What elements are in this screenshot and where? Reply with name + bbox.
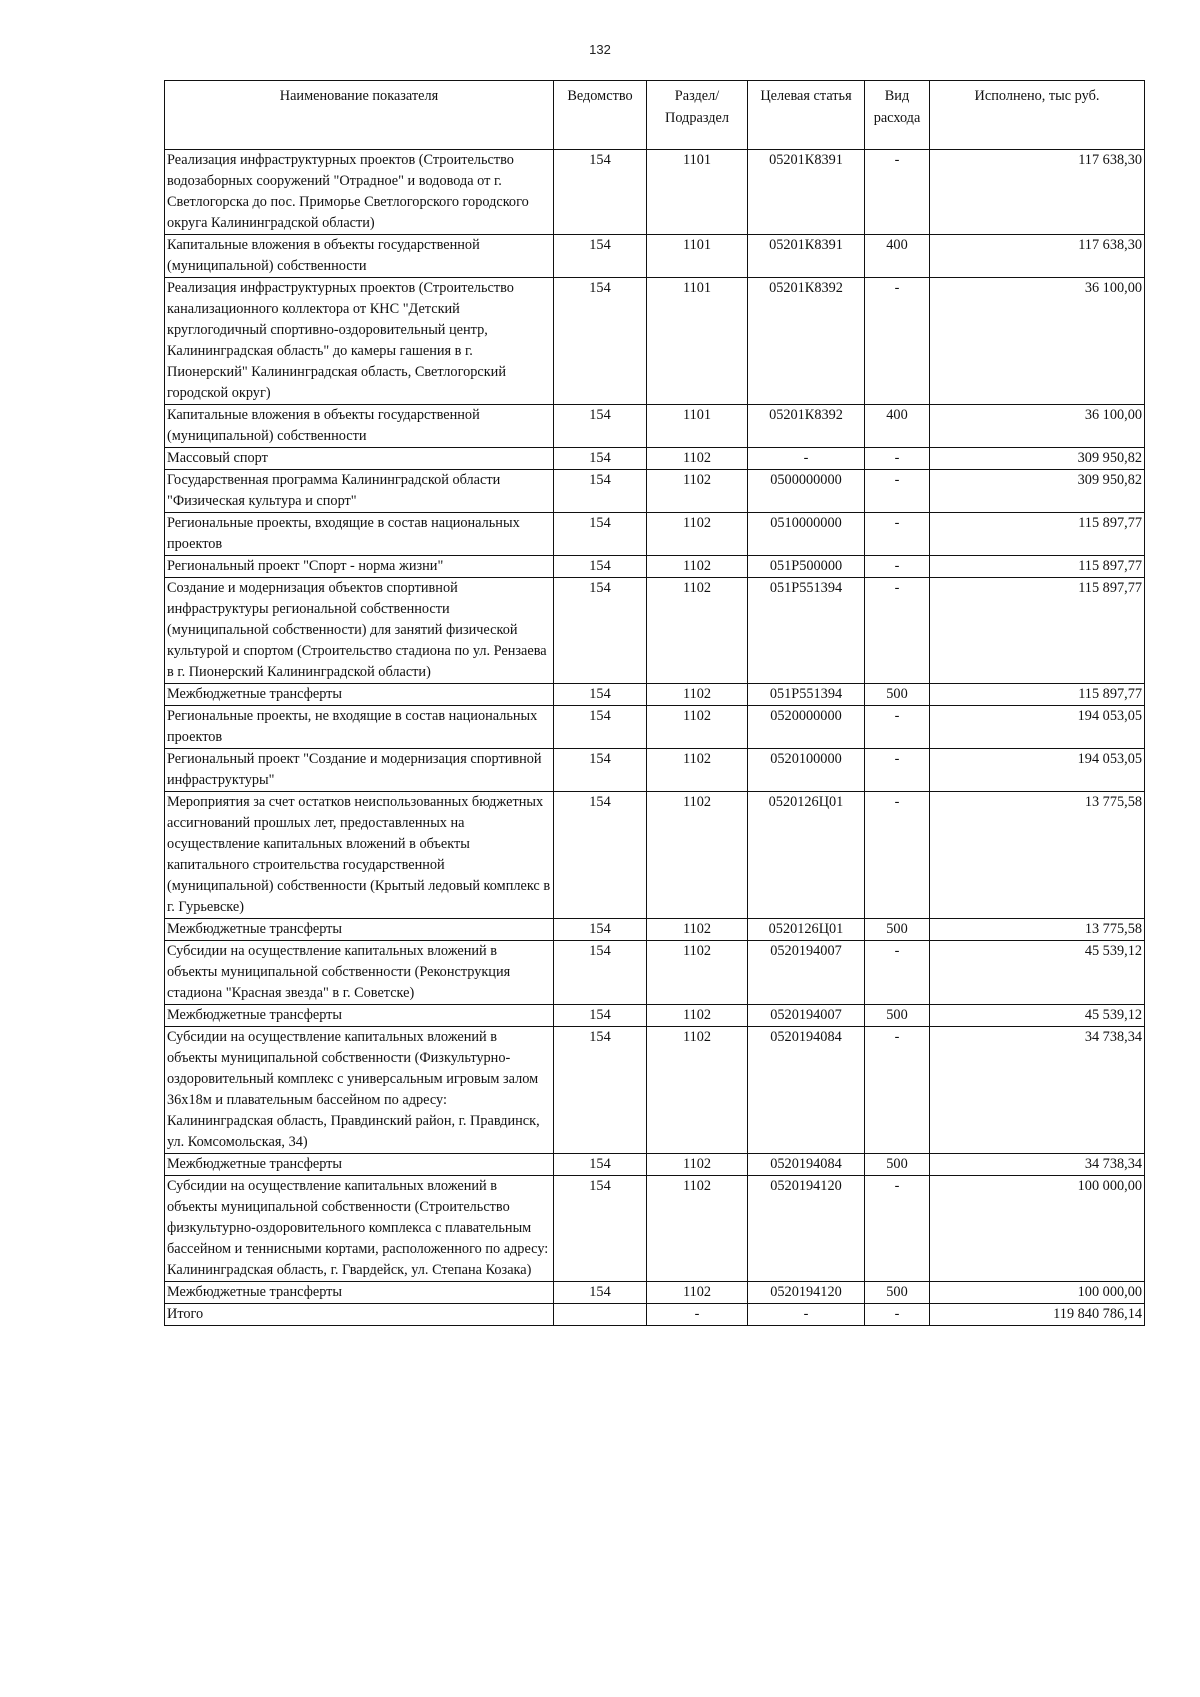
budget-table bbox=[164, 80, 1145, 1326]
cell-dept: 154 bbox=[554, 1027, 647, 1154]
cell-dept: 154 bbox=[554, 278, 647, 405]
cell-section: 1102 bbox=[647, 1027, 748, 1154]
cell-kind: 500 bbox=[865, 1005, 930, 1027]
cell-name: Межбюджетные трансферты bbox=[165, 684, 554, 706]
cell-amount: 117 638,30 bbox=[930, 235, 1145, 278]
cell-name: Субсидии на осуществление капитальных вложений в объекты муниципальной собственности (Реконструкция стадиона "Красная звезда" в г. Советске) bbox=[165, 941, 554, 1005]
cell-section: - bbox=[647, 1304, 748, 1326]
cell-dept: 154 bbox=[554, 1176, 647, 1282]
cell-name: Реализация инфраструктурных проектов (Строительство водозаборных сооружений "Отрадное" и водовода от г. Светлогорска до пос. Приморье Светлогорского городского округа Калининградской области) bbox=[165, 150, 554, 235]
cell-amount: 45 539,12 bbox=[930, 941, 1145, 1005]
cell-dept: 154 bbox=[554, 1005, 647, 1027]
cell-kind: - bbox=[865, 749, 930, 792]
cell-name: Межбюджетные трансферты bbox=[165, 919, 554, 941]
cell-dept: 154 bbox=[554, 513, 647, 556]
cell-amount: 309 950,82 bbox=[930, 448, 1145, 470]
cell-target: 0520194007 bbox=[748, 1005, 865, 1027]
cell-name: Межбюджетные трансферты bbox=[165, 1154, 554, 1176]
table-row bbox=[165, 684, 1145, 706]
cell-name: Массовый спорт bbox=[165, 448, 554, 470]
table-header-row bbox=[165, 81, 1145, 150]
cell-amount: 45 539,12 bbox=[930, 1005, 1145, 1027]
cell-dept: 154 bbox=[554, 1154, 647, 1176]
cell-target: 051P500000 bbox=[748, 556, 865, 578]
cell-name: Государственная программа Калининградской области "Физическая культура и спорт" bbox=[165, 470, 554, 513]
cell-dept: 154 bbox=[554, 405, 647, 448]
cell-name: Капитальные вложения в объекты государственной (муниципальной) собственности bbox=[165, 405, 554, 448]
cell-section: 1101 bbox=[647, 405, 748, 448]
cell-kind: - bbox=[865, 1304, 930, 1326]
cell-amount: 309 950,82 bbox=[930, 470, 1145, 513]
cell-section: 1102 bbox=[647, 513, 748, 556]
table-row bbox=[165, 792, 1145, 919]
table-row bbox=[165, 1176, 1145, 1282]
table-row bbox=[165, 235, 1145, 278]
cell-target: 0520100000 bbox=[748, 749, 865, 792]
cell-amount: 100 000,00 bbox=[930, 1176, 1145, 1282]
cell-name: Капитальные вложения в объекты государственной (муниципальной) собственности bbox=[165, 235, 554, 278]
cell-section: 1101 bbox=[647, 235, 748, 278]
cell-amount: 117 638,30 bbox=[930, 150, 1145, 235]
cell-kind: - bbox=[865, 792, 930, 919]
header-section: Раздел/ Подраздел bbox=[647, 81, 748, 150]
cell-section: 1102 bbox=[647, 792, 748, 919]
cell-target: 0520000000 bbox=[748, 706, 865, 749]
table-row bbox=[165, 578, 1145, 684]
page-number: 132 bbox=[589, 42, 611, 57]
cell-amount: 115 897,77 bbox=[930, 684, 1145, 706]
cell-section: 1102 bbox=[647, 1005, 748, 1027]
cell-kind: - bbox=[865, 1027, 930, 1154]
cell-amount: 194 053,05 bbox=[930, 706, 1145, 749]
cell-dept: 154 bbox=[554, 1282, 647, 1304]
cell-target: 05201К8391 bbox=[748, 235, 865, 278]
table-row bbox=[165, 1304, 1145, 1326]
cell-section: 1102 bbox=[647, 1154, 748, 1176]
cell-section: 1101 bbox=[647, 150, 748, 235]
cell-target: 051P551394 bbox=[748, 684, 865, 706]
cell-dept: 154 bbox=[554, 749, 647, 792]
cell-dept bbox=[554, 1304, 647, 1326]
cell-section: 1102 bbox=[647, 941, 748, 1005]
cell-kind: - bbox=[865, 941, 930, 1005]
cell-amount: 36 100,00 bbox=[930, 405, 1145, 448]
cell-kind: 400 bbox=[865, 235, 930, 278]
table-row bbox=[165, 150, 1145, 235]
cell-amount: 34 738,34 bbox=[930, 1154, 1145, 1176]
cell-kind: - bbox=[865, 1176, 930, 1282]
table-row bbox=[165, 1154, 1145, 1176]
cell-dept: 154 bbox=[554, 470, 647, 513]
cell-section: 1102 bbox=[647, 448, 748, 470]
cell-kind: - bbox=[865, 278, 930, 405]
cell-target: 0510000000 bbox=[748, 513, 865, 556]
cell-target: 0520194120 bbox=[748, 1282, 865, 1304]
cell-kind: 400 bbox=[865, 405, 930, 448]
cell-dept: 154 bbox=[554, 919, 647, 941]
cell-section: 1102 bbox=[647, 919, 748, 941]
cell-target: 0520194007 bbox=[748, 941, 865, 1005]
cell-target: 0520194084 bbox=[748, 1027, 865, 1154]
header-dept: Ведомство bbox=[554, 81, 647, 150]
cell-dept: 154 bbox=[554, 684, 647, 706]
cell-section: 1102 bbox=[647, 749, 748, 792]
cell-dept: 154 bbox=[554, 150, 647, 235]
cell-kind: 500 bbox=[865, 1154, 930, 1176]
cell-section: 1102 bbox=[647, 556, 748, 578]
cell-kind: - bbox=[865, 706, 930, 749]
header-kind: Вид расхода bbox=[865, 81, 930, 150]
cell-section: 1102 bbox=[647, 1176, 748, 1282]
cell-section: 1101 bbox=[647, 278, 748, 405]
cell-section: 1102 bbox=[647, 1282, 748, 1304]
cell-name: Региональный проект "Спорт - норма жизни" bbox=[165, 556, 554, 578]
table-row bbox=[165, 941, 1145, 1005]
table-row bbox=[165, 1282, 1145, 1304]
cell-amount: 119 840 786,14 bbox=[930, 1304, 1145, 1326]
cell-amount: 13 775,58 bbox=[930, 919, 1145, 941]
cell-dept: 154 bbox=[554, 578, 647, 684]
table-row bbox=[165, 556, 1145, 578]
cell-amount: 36 100,00 bbox=[930, 278, 1145, 405]
cell-target: 0520194084 bbox=[748, 1154, 865, 1176]
cell-kind: 500 bbox=[865, 919, 930, 941]
cell-target: 0520126Ц01 bbox=[748, 919, 865, 941]
cell-name: Региональный проект "Создание и модернизация спортивной инфраструктуры" bbox=[165, 749, 554, 792]
cell-kind: - bbox=[865, 470, 930, 513]
cell-amount: 115 897,77 bbox=[930, 513, 1145, 556]
header-amount: Исполнено, тыс руб. bbox=[930, 81, 1145, 150]
table-row bbox=[165, 513, 1145, 556]
cell-kind: - bbox=[865, 513, 930, 556]
cell-amount: 194 053,05 bbox=[930, 749, 1145, 792]
cell-dept: 154 bbox=[554, 235, 647, 278]
cell-dept: 154 bbox=[554, 792, 647, 919]
header-name: Наименование показателя bbox=[165, 81, 554, 150]
cell-name: Региональные проекты, входящие в состав национальных проектов bbox=[165, 513, 554, 556]
cell-dept: 154 bbox=[554, 448, 647, 470]
cell-amount: 100 000,00 bbox=[930, 1282, 1145, 1304]
cell-dept: 154 bbox=[554, 556, 647, 578]
cell-kind: - bbox=[865, 556, 930, 578]
table-row bbox=[165, 1027, 1145, 1154]
cell-amount: 115 897,77 bbox=[930, 578, 1145, 684]
cell-target: 05201К8392 bbox=[748, 278, 865, 405]
cell-dept: 154 bbox=[554, 706, 647, 749]
cell-name: Региональные проекты, не входящие в состав национальных проектов bbox=[165, 706, 554, 749]
table-row bbox=[165, 1005, 1145, 1027]
cell-section: 1102 bbox=[647, 470, 748, 513]
cell-kind: - bbox=[865, 448, 930, 470]
cell-kind: - bbox=[865, 578, 930, 684]
cell-name: Мероприятия за счет остатков неиспользованных бюджетных ассигнований прошлых лет, предоставленных на осуществление капитальных вложений в объекты капитального строительства государственной (муниципальной) собственности (Крытый ледовый комплекс в г. Гурьевске) bbox=[165, 792, 554, 919]
cell-name: Субсидии на осуществление капитальных вложений в объекты муниципальной собственности (Строительство физкультурно-оздоровительного комплекса с плавательным бассейном и теннисными кортами, расположенного по адресу: Калининградская область, г. Гвардейск, ул. Степана Козака) bbox=[165, 1176, 554, 1282]
cell-name: Межбюджетные трансферты bbox=[165, 1005, 554, 1027]
cell-target: - bbox=[748, 1304, 865, 1326]
cell-amount: 115 897,77 bbox=[930, 556, 1145, 578]
cell-kind: - bbox=[865, 150, 930, 235]
header-target: Целевая статья bbox=[748, 81, 865, 150]
cell-dept: 154 bbox=[554, 941, 647, 1005]
cell-amount: 13 775,58 bbox=[930, 792, 1145, 919]
cell-name: Итого bbox=[165, 1304, 554, 1326]
table-row bbox=[165, 470, 1145, 513]
table-row bbox=[165, 749, 1145, 792]
cell-target: 0520194120 bbox=[748, 1176, 865, 1282]
table-row bbox=[165, 706, 1145, 749]
cell-amount: 34 738,34 bbox=[930, 1027, 1145, 1154]
cell-section: 1102 bbox=[647, 578, 748, 684]
cell-section: 1102 bbox=[647, 706, 748, 749]
table-row bbox=[165, 405, 1145, 448]
cell-section: 1102 bbox=[647, 684, 748, 706]
cell-name: Субсидии на осуществление капитальных вложений в объекты муниципальной собственности (Физкультурно-оздоровительный комплекс с универсальным игровым залом 36х18м и плавательным бассейном по адресу: Калининградская область, Правдинский район, г. Правдинск, ул. Комсомольская, 34) bbox=[165, 1027, 554, 1154]
table-row bbox=[165, 448, 1145, 470]
cell-name: Реализация инфраструктурных проектов (Строительство канализационного коллектора от КНС "Детский круглогодичный спортивно-оздоровительный центр, Калининградская область" до камеры гашения в г. Пионерский" Калининградская область, Светлогорский городской округ) bbox=[165, 278, 554, 405]
cell-target: 05201К8391 bbox=[748, 150, 865, 235]
cell-target: 051P551394 bbox=[748, 578, 865, 684]
cell-name: Межбюджетные трансферты bbox=[165, 1282, 554, 1304]
cell-target: 0520126Ц01 bbox=[748, 792, 865, 919]
cell-target: - bbox=[748, 448, 865, 470]
table-row bbox=[165, 278, 1145, 405]
table-row bbox=[165, 919, 1145, 941]
cell-target: 05201К8392 bbox=[748, 405, 865, 448]
cell-kind: 500 bbox=[865, 684, 930, 706]
cell-kind: 500 bbox=[865, 1282, 930, 1304]
cell-name: Создание и модернизация объектов спортивной инфраструктуры региональной собственности (муниципальной собственности) для занятий физической культурой и спортом (Строительство стадиона по ул. Рензаева в г. Пионерский Калининградской области) bbox=[165, 578, 554, 684]
cell-target: 0500000000 bbox=[748, 470, 865, 513]
